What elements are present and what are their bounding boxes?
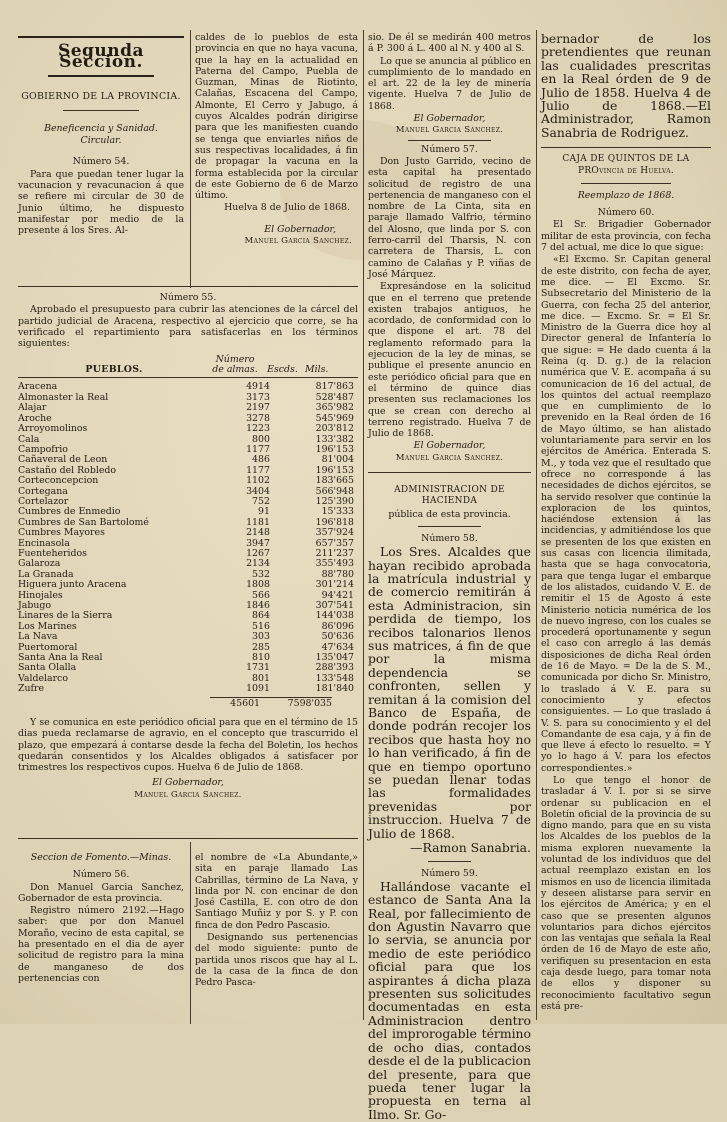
number-56: Número 56. (72, 869, 130, 881)
almas-value: 1177 (246, 443, 270, 455)
pueblo-name: Cumbres de Enmedio (18, 506, 121, 518)
table-row (18, 549, 358, 559)
pueblo-name: Valdelarco (18, 672, 69, 684)
escds-value: 203'812 (315, 423, 354, 435)
column-1-top (18, 32, 184, 288)
column-rule (363, 30, 364, 1020)
almas-value: 516 (252, 620, 270, 632)
col-pueblos: PUEBLOS. (85, 364, 143, 376)
pueblo-name: Puertomoral (18, 641, 78, 653)
escds-value: 181'840 (315, 683, 354, 695)
n56-text: Don Manuel Garcia Sanchez, Gobernador de esta provincia. (18, 881, 184, 904)
pueblo-name: Alajar (18, 402, 47, 414)
pueblo-name: Santa Ana la Real (18, 652, 103, 664)
almas-value: 1731 (246, 662, 270, 674)
escds-value: 365'982 (315, 402, 354, 414)
col2-sign-name: Manuel Garcia Sanchez. (244, 236, 352, 247)
escds-value: 144'038 (315, 610, 354, 622)
table-row (18, 393, 358, 403)
divider (418, 526, 481, 527)
escds-value: 50'636 (321, 631, 354, 643)
table-row (18, 674, 358, 684)
col2-top-text: caldes de lo pueblos de esta provincia en que no haya vacuna, que la hay en la actualidad en Paterna del Campo, Puebla de Guzman, Minas de Riotinto, Calañas, Escacena del Campo, Almonte, El Cerro y Jabugo, á cuyos Alcaldes podrán dirigirse para que les manifiesten cuando se tenga que enviarles niños de sus respectivas localidades, á fin de propagar la vacuna en la forma establecida por la circular de este Gobierno de 6 de Marzo último. (195, 32, 358, 202)
escds-value: 211'237 (315, 547, 354, 559)
table-total (18, 697, 358, 709)
number-60: Número 60. (597, 207, 655, 219)
pueblo-name: Zufre (18, 683, 45, 695)
table-row (18, 663, 358, 673)
escds-value: 301'214 (315, 579, 354, 591)
number-57: Número 57. (421, 143, 478, 155)
escds-value: 817'863 (315, 381, 354, 393)
repartimiento-table (18, 382, 358, 694)
reemplazo-label: Reemplazo de 1868. (577, 189, 675, 201)
total-almas: 45601 (210, 697, 260, 709)
n60-text3: Lo que tengo el honor de trasladar á V. I. por si se sirve ordenar su publicacion en el Boletín oficial de la provincia de su digno mando, para que en su vista los Alcaldes de los pueblos de la misma exploren nuevamente la voluntad de los individuos que del actual reemplazo existan en los mismos en uso de licencia ilimitada y deseen alistarse para servir en los ejércitos de América; y en el caso que se presenten algunos voluntarios para dichos ejércitos con las ventajas que señala la Real órden de 16 de Mayo de este año, verifiquen su presentacion en esta caja desde luego, para tomar nota de ellos y disponer su reconocimiento facultativo segun está pre- (541, 774, 711, 1012)
admin-heading: ADMINISTRACION DE HACIENDA (394, 484, 505, 507)
pueblo-name: Cortelazor (18, 495, 69, 507)
total-escds: 7598'035 (260, 697, 332, 709)
almas-value: 285 (252, 641, 270, 653)
n55-text2: Y se comunica en este periódico oficial para que en el término de 15 dias pueda reclamarse de agravio, en el concepto que trascurrido el plazo, que empezará á contarse desde la fecha del Boletin, los hechos quedarán consentidos y los Alcaldes obligados á satisfacer por trimestres los respectivos cupos. Huelva 6 de Julio de 1868. (18, 716, 358, 774)
table-row (18, 424, 358, 434)
almas-value: 1181 (246, 516, 270, 528)
number-59: Número 59. (421, 867, 478, 879)
almas-value: 1177 (246, 464, 270, 476)
n55-sign-title: El Gobernador, (152, 777, 224, 789)
pueblo-name: Cala (18, 433, 40, 445)
divider (18, 36, 184, 38)
almas-value: 303 (252, 631, 270, 643)
n59-text: Hallándose vacante el estanco de Santa Ana la Real, por fallecimiento de don Agustin Navarro que lo servia, se anuncia por medio de este periódico oficial para que los aspirantes á dicha plaza presenten sus solicitudes documentadas en esta Administracion dentro del improrogable término de ocho dias, contados desde el de la publicacion del presente, para que pueda tener lugar la propuesta en terna al Ilmo. Sr. Go- (368, 878, 531, 1122)
table-row (18, 684, 358, 694)
n55-section (18, 292, 358, 837)
almas-value: 3404 (246, 485, 270, 497)
divider (63, 110, 139, 111)
beneficencia-heading: Beneficencia y Sanidad. (44, 122, 158, 134)
divider (408, 140, 491, 141)
escds-value: 125'390 (315, 495, 354, 507)
fomento-heading: Seccion de Fomento.—Minas. (30, 852, 172, 863)
pueblo-name: Aracena (18, 381, 58, 393)
almas-value: 1091 (246, 683, 270, 695)
n54-text: Para que puedan tener lugar la vacunacion y revacunacion á que se refiere mi circular de 30 de Junio último, he dispuesto manifestar por medio de la presente á los Sres. Al- (18, 168, 184, 237)
escds-value: 133'382 (315, 433, 354, 445)
table-row (18, 591, 358, 601)
escds-value: 357'924 (315, 527, 354, 539)
pueblo-name: La Granada (18, 568, 74, 580)
number-54: Número 54. (72, 156, 130, 168)
col-escds: Escds. (267, 364, 298, 376)
n58-sign: —Ramon Sanabria. (410, 840, 531, 856)
escds-value: 47'634 (321, 641, 354, 653)
almas-value: 800 (252, 433, 270, 445)
admin-sub: pública de esta provincia. (388, 508, 511, 520)
circular-label: Circular. (80, 135, 122, 147)
divider (18, 838, 358, 839)
column-rule (536, 30, 537, 1020)
col2-date: Huelva 8 de Julio de 1868. (224, 202, 350, 214)
pueblo-name: Jabugo (18, 600, 52, 612)
escds-value: 135'047 (315, 652, 354, 664)
pueblo-name: Hinojales (18, 589, 63, 601)
pueblo-name: Corteconcepcion (18, 475, 99, 487)
almas-value: 864 (252, 610, 270, 622)
pueblo-name: Arroyomolinos (18, 423, 88, 435)
escds-value: 545'969 (315, 412, 354, 424)
pueblo-name: Aroche (18, 412, 52, 424)
n60-text2: «El Excmo. Sr. Capitan general de este distrito, con fecha de ayer, me dice. — El Excmo. Sr. Subsecretario del Ministerio de la Guerra, con fecha 25 del anterior, me dice. — Excmo. Sr. = El Sr. Ministro de la Guerra dice hoy al Director general de Infantería lo que sigue: = He dado cuenta á la Reina (q. D. g.) de la relacion numérica que V. E. acompaña á su comunicacion de 16 del actual, de los quintos del actual reemplazo que en cumplimiento de lo prevenido en la Real órden de 16 de Mayo último, se han alistado voluntariamente para servir en los ejércitos de América. Enterada S. M., y toda vez que el resultado que ofrece no corresponde á las necesidades de dichos ejércitos, se ha servido resolver que continúe la exploracion de los quintos, haciéndose extension á las incidencias, y admitiéndose los que se presenten de los que existen en sus casas con licencia ilimitada, hasta que se haga convocatoria, para que tenga lugar el embarque de los alistados, cuidando V. E. de remitir el 15 de Agosto á este Ministerio noticia numérica de los de nuevo ingreso, con los cuales se procederá oportunamente y segun el caso con arreglo á las demás disposiciones de dicha Real órden de 16 de Mayo. = De la de S. M., comunicada por dicho Sr. Ministro, lo traslado á V. E. para su conocimiento y efectos consiguientes. — Lo que traslado á V. S. para su conocimiento y el del Comandante de esa caja, y á fin de que lleve á efecto lo resuelto. = Y yo lo hago á V. para los efectos correspondientes.» (541, 254, 711, 774)
col3-top-text: sio. De él se medirán 400 metros á P. 300 á L. 400 al N. y 400 al S. (368, 32, 531, 55)
escds-value: 94'421 (321, 589, 354, 601)
divider (48, 75, 154, 77)
almas-value: 4914 (246, 381, 270, 393)
almas-value: 1267 (246, 547, 270, 559)
pueblo-name: Linares de la Sierra (18, 610, 113, 622)
section-title: Segunda Seccion. (57, 41, 145, 73)
pueblo-name: Cumbres de San Bartolomé (18, 516, 149, 528)
n56-text2: Registro número 2192.—Hago saber: que por don Manuel Moraño, vecino de esta capital, se ha presentado en el dia de ayer solicitud de registro para la mina de manganeso de dos pertenencias con (18, 905, 184, 984)
number-55: Número 55. (159, 292, 217, 303)
gov-heading: GOBIERNO DE LA PROVINCIA. (21, 90, 181, 102)
almas-value: 486 (252, 454, 270, 466)
pueblo-name: Los Marines (18, 620, 77, 632)
n58-text: Los Sres. Alcaldes que hayan recibido aprobada la matrícula industrial y de comercio remitirán á esta Administracion, sin perdida de tiempo, los recibos talonarios llenos sus matrices, á fin de que por la misma dependencia se confronten, sellen y remitan á la comision del Banco de España, de donde podrán recojer los recibos que hasta hoy no lo han verificado, á fin de que en tiempo oportuno se puedan llenar todas las formalidades prevenidas por instruccion. Huelva 7 de Julio de 1868. (368, 544, 531, 841)
almas-value: 2197 (246, 402, 270, 414)
almas-value: 566 (252, 589, 270, 601)
almas-value: 801 (252, 672, 270, 684)
almas-value: 2148 (246, 527, 270, 539)
escds-value: 88'780 (321, 568, 354, 580)
pueblo-name: Cañaveral de Leon (18, 454, 108, 466)
column-rule (190, 842, 191, 1024)
pueblo-name: Galaroza (18, 558, 61, 570)
col3-p2: Lo que se anuncia al público en cumplimiento de lo mandado en el art. 22 de la ley de minería vigente. Huelva 7 de Julio de 1868. (368, 55, 531, 112)
column-1-bottom (18, 852, 184, 1024)
pueblo-name: Higuera junto Aracena (18, 579, 127, 591)
divider (581, 183, 671, 184)
escds-value: 355'493 (315, 558, 354, 570)
almas-value: 3278 (246, 412, 270, 424)
n55-sign-name: Manuel Garcia Sanchez. (134, 789, 242, 800)
table-row (18, 435, 358, 445)
pueblo-name: Campofrio (18, 443, 68, 455)
divider (18, 286, 358, 287)
pueblo-name: Fuenteheridos (18, 547, 87, 559)
divider (541, 147, 711, 148)
almas-value: 752 (252, 495, 270, 507)
pueblo-name: Cortegana (18, 485, 68, 497)
table-row (18, 403, 358, 413)
almas-value: 1102 (246, 475, 270, 487)
escds-value: 133'548 (315, 672, 354, 684)
escds-value: 196'153 (315, 464, 354, 476)
almas-value: 532 (252, 568, 270, 580)
col2-sign-title: El Gobernador, (264, 223, 336, 235)
almas-value: 3173 (246, 391, 270, 403)
number-58: Número 58. (421, 532, 478, 544)
almas-value: 810 (252, 652, 270, 664)
table-header (18, 355, 358, 375)
almas-value: 3947 (246, 537, 270, 549)
column-3 (368, 32, 531, 1122)
divider (18, 377, 358, 378)
almas-value: 2134 (246, 558, 270, 570)
col2-bottom-text2: Designando sus pertenencias del modo siguiente: punto de partida unos riscos que hay al L. de la casa de la finca de don Pedro Pasca- (195, 932, 358, 989)
n57-text2: Expresándose en la solicitud que en el terreno que pretende existen trabajos antiguos, he acordado, de conformidad con lo que dispone el art. 78 del reglamento reformado para la ejecucion de la ley de minas, se publique el presente anuncio en este periódico oficial para que en el término de quince dias presenten sus reclamaciones los que se crean con derecho al terreno registrado. Huelva 7 de Julio de 1868. (368, 281, 531, 440)
almas-value: 91 (258, 506, 270, 518)
almas-value: 1223 (246, 423, 270, 435)
n57-sign-title: El Gobernador, (413, 440, 486, 452)
escds-value: 528'487 (315, 391, 354, 403)
col2-bottom-text: el nombre de «La Abundante,» sita en paraje llamado Las Cabrillas, término de La Nava, y linda por N. con encinar de don José Castilla, E. con otro de don Santiago Muñiz y por S. y P. con finca de don Pedro Pascasio. (195, 852, 358, 931)
column-4 (541, 32, 711, 1022)
escds-value: 196'153 (315, 443, 354, 455)
almas-value: 1846 (246, 600, 270, 612)
pueblo-name: Castaño del Robledo (18, 464, 117, 476)
col4-top-text: bernador de los pretendientes que reunan las cualidades prescritas en la Real órden de 9 de Julio de 1858. Huelva 4 de Julio de 1868.—El Administrador, Ramon Sanabria de Rodriguez. (541, 31, 711, 140)
n57-sign-name: Manuel Garcia Sanchez. (395, 452, 504, 463)
table-row (18, 622, 358, 632)
col-mils: Mils. (305, 364, 329, 376)
almas-value: 1808 (246, 579, 270, 591)
table-row (18, 476, 358, 486)
col-almas: Número de almas. (212, 354, 258, 376)
column-2-top (195, 32, 358, 272)
column-rule (190, 30, 191, 288)
column-2-bottom (195, 852, 358, 1024)
table-row (18, 487, 358, 497)
escds-value: 81'004 (321, 454, 354, 466)
escds-value: 196'818 (315, 516, 354, 528)
pueblo-name: Almonaster la Real (18, 391, 109, 403)
escds-value: 183'665 (315, 475, 354, 487)
escds-value: 288'393 (315, 662, 354, 674)
table-row (18, 580, 358, 590)
escds-value: 15'333 (321, 506, 354, 518)
pueblo-name: Encinasola (18, 537, 70, 549)
escds-value: 86'096 (321, 620, 354, 632)
col3-sign-title: El Gobernador, (413, 113, 486, 125)
caja-heading: CAJA DE QUINTOS DE LA PROvincia de Huelva. (562, 154, 690, 176)
pueblo-name: Cumbres Mayores (18, 527, 105, 539)
n57-text: Don Justo Garrido, vecino de esta capital ha presentado solicitud de registro de una pertenencia de manganeso con el nombre de La Cinta, sita en paraje llamado Valfrio, término del Alosno, que linda por S. con ferro-carril del Tharsis, N. con carretera de Tharsis, L. con camino de Calañas y P. viñas de José Márquez. (368, 155, 531, 280)
escds-value: 307'541 (315, 600, 354, 612)
escds-value: 657'357 (315, 537, 354, 549)
col3-sign-name: Manuel Garcia Sanchez. (395, 125, 504, 136)
divider (428, 861, 471, 862)
pueblo-name: La Nava (18, 631, 58, 643)
n60-text: El Sr. Brigadier Gobernador militar de esta provincia, con fecha 7 del actual, me dice lo que sigue: (541, 219, 711, 254)
n55-text: Aprobado el presupuesto para cubrir las atenciones de la cárcel del partido judicial de Aracena, respectivo al ejercicio que corre, se ha verificado el repartimiento para satisfacerlas en los términos siguientes: (18, 304, 358, 350)
divider (368, 472, 531, 473)
escds-value: 566'948 (315, 485, 354, 497)
pueblo-name: Santa Olalla (18, 662, 77, 674)
